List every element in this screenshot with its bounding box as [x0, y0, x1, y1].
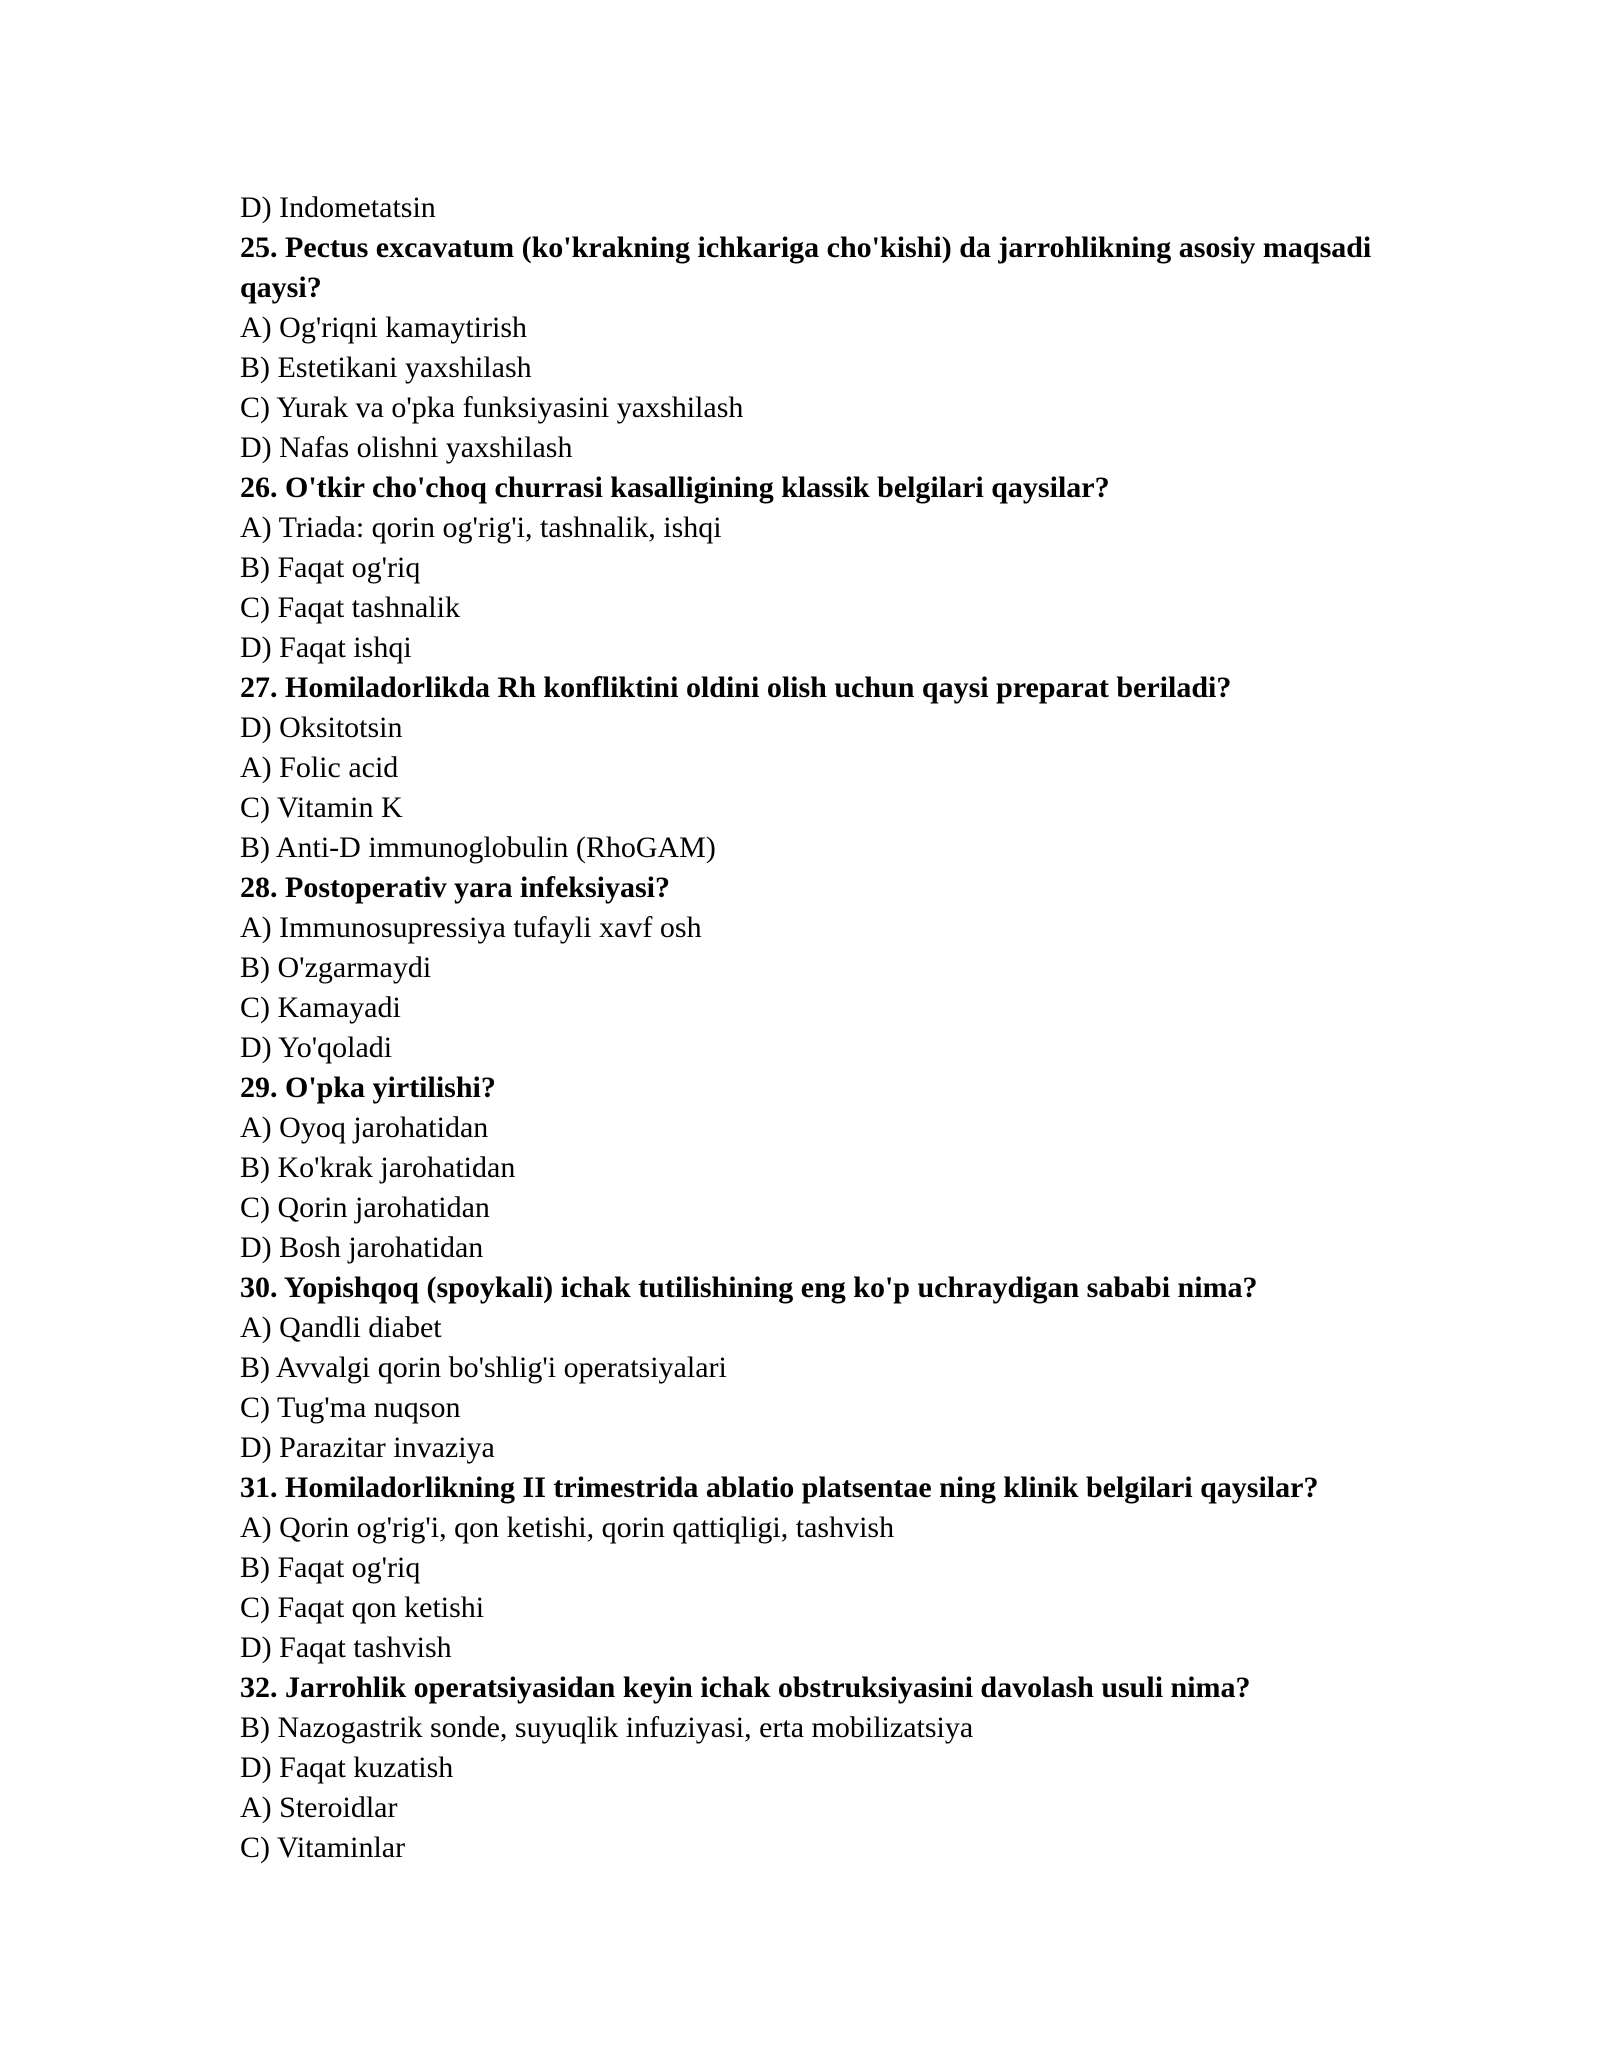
question-block-31	[240, 1468, 1400, 1668]
option-a: A) Qorin og'rig'i, qon ketishi, qorin qattiqligi, tashvish	[240, 1511, 895, 1544]
option-c: C) Faqat qon ketishi	[240, 1591, 485, 1624]
question-block-26	[240, 468, 1400, 668]
option-d: D) Faqat kuzatish	[240, 1751, 454, 1784]
option-c: C) Vitamin K	[240, 791, 403, 824]
option-b: B) Avvalgi qorin bo'shlig'i operatsiyalari	[240, 1351, 727, 1384]
option-b: B) Ko'krak jarohatidan	[240, 1151, 516, 1184]
option-a: A) Immunosupressiya tufayli xavf osh	[240, 911, 702, 944]
question-block-27	[240, 668, 1400, 868]
option-a: A) Folic acid	[240, 751, 399, 784]
option-b: B) Anti-D immunoglobulin (RhoGAM)	[240, 831, 716, 864]
option-d: D) Faqat ishqi	[240, 631, 412, 664]
option-d: D) Faqat tashvish	[240, 1631, 452, 1664]
question-block-32	[240, 1668, 1400, 1868]
option-a: A) Oyoq jarohatidan	[240, 1111, 489, 1144]
option-b: B) O'zgarmaydi	[240, 951, 432, 984]
option-c: C) Faqat tashnalik	[240, 591, 460, 624]
option-b: B) Nazogastrik sonde, suyuqlik infuziyasi, erta mobilizatsiya	[240, 1711, 974, 1744]
option-a: A) Steroidlar	[240, 1791, 398, 1824]
option-d: D) Nafas olishni yaxshilash	[240, 431, 573, 464]
option-c: C) Tug'ma nuqson	[240, 1391, 461, 1424]
question-29: 29. O'pka yirtilishi?	[240, 1071, 496, 1104]
question-block-25	[240, 228, 1400, 468]
question-28: 28. Postoperativ yara infeksiyasi?	[240, 871, 670, 904]
option-b: B) Estetikani yaxshilash	[240, 351, 532, 384]
document-page	[240, 188, 1400, 1868]
option-c: C) Yurak va o'pka funksiyasini yaxshilash	[240, 391, 744, 424]
question-26: 26. O'tkir cho'choq churrasi kasalligining klassik belgilari qaysilar?	[240, 471, 1110, 504]
option-a: A) Triada: qorin og'rig'i, tashnalik, ishqi	[240, 511, 722, 544]
question-block-28	[240, 868, 1400, 1068]
question-31: 31. Homiladorlikning II trimestrida ablatio platsentae ning klinik belgilari qaysilar?	[240, 1471, 1319, 1504]
option-c: C) Kamayadi	[240, 991, 401, 1024]
option-d-previous: D) Indometatsin	[240, 191, 436, 224]
option-a: A) Qandli diabet	[240, 1311, 442, 1344]
option-d: D) Bosh jarohatidan	[240, 1231, 484, 1264]
question-30: 30. Yopishqoq (spoykali) ichak tutilishining eng ko'p uchraydigan sababi nima?	[240, 1271, 1258, 1304]
question-block-29	[240, 1068, 1400, 1268]
option-d: D) Yo'qoladi	[240, 1031, 393, 1064]
question-27: 27. Homiladorlikda Rh konfliktini oldini olish uchun qaysi preparat beriladi?	[240, 671, 1232, 704]
option-c: C) Vitaminlar	[240, 1831, 406, 1864]
question-block-30	[240, 1268, 1400, 1468]
option-a: A) Og'riqni kamaytirish	[240, 311, 528, 344]
option-d: D) Oksitotsin	[240, 711, 403, 744]
option-c: C) Qorin jarohatidan	[240, 1191, 490, 1224]
question-32: 32. Jarrohlik operatsiyasidan keyin ichak obstruksiyasini davolash usuli nima?	[240, 1671, 1251, 1704]
question-25: 25. Pectus excavatum (ko'krakning ichkariga cho'kishi) da jarrohlikning asosiy maqsadi qaysi?	[240, 231, 1372, 304]
option-b: B) Faqat og'riq	[240, 1551, 421, 1584]
option-d: D) Parazitar invaziya	[240, 1431, 495, 1464]
option-b: B) Faqat og'riq	[240, 551, 421, 584]
